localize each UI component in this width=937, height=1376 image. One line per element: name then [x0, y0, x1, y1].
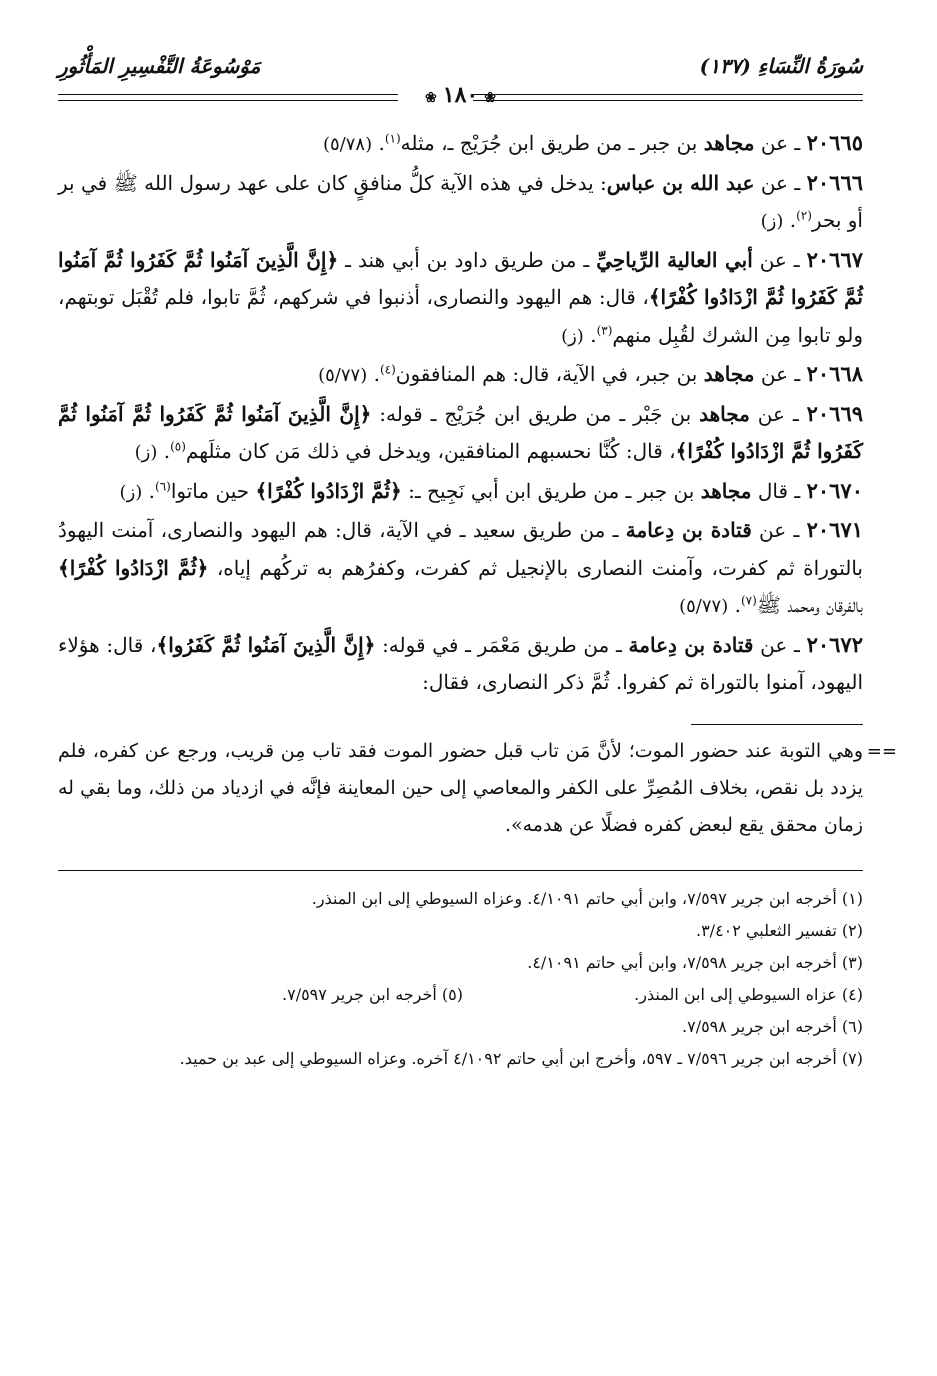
entry-text: ـ من طريق سعيد ـ في الآية، قال: هم اليهود والنصارى، آمنت اليهودُ بالتوراة ثم كفرت، وآمنت النصارى بالإنجيل ثم كفرت، وكفرُهم به تركُهم إياه،: [58, 518, 863, 580]
ornament-icon: ❀: [425, 90, 437, 106]
entry-text: ـ عن: [749, 401, 799, 426]
entry-text: .: [583, 322, 597, 347]
volume-ref: (٥/٧٧): [318, 365, 368, 386]
entry-text: بن جبر ـ من طريق ابن جُرَيْج ـ، مثله: [400, 131, 704, 155]
quran-verse: ﴿إِنَّ الَّذِينَ آمَنُوا ثُمَّ كَفَرُوا﴾: [156, 632, 376, 657]
entry-text: ـ عن: [751, 518, 800, 542]
entry: [58, 511, 863, 626]
entry-text: .: [142, 478, 156, 503]
narrator-name: قتادة بن دِعامة: [625, 518, 752, 542]
book-title: مَوْسُوعَةُ التَّفْسِيرِ المَأْثُورِ: [58, 54, 261, 78]
entry-number: ٢٠٦٧٠: [806, 477, 863, 503]
quran-verse: ﴿إِنَّ الَّذِينَ آمَنُوا ثُمَّ كَفَرُوا ثُمَّ آمَنُوا ثُمَّ كَفَرُوا ثُمَّ ازْدَادُوا كُفْرًا﴾: [58, 247, 863, 309]
ornament-icon: ❀: [484, 90, 496, 106]
entry-text: ـ عن: [754, 362, 801, 386]
quran-verse: ﴿إِنَّ الَّذِينَ آمَنُوا ثُمَّ كَفَرُوا ثُمَّ آمَنُوا ثُمَّ كَفَرُوا ثُمَّ ازْدَادُوا كُفْرًا﴾: [58, 401, 863, 463]
entry-text: ، قال: هؤلاء اليهود، آمنوا بالتوراة ثم كفروا. ثُمَّ ذكر النصارى، فقال:: [58, 632, 863, 694]
entry-number: ٢٠٦٦٧: [806, 246, 864, 272]
footnote-row: [58, 979, 863, 1011]
footnote-7: (٧) أخرجه ابن جرير ٧/٥٩٦ ـ ٥٩٧، وأخرج ابن أبي حاتم ٤/١٠٩٢ آخره. وعزاه السيوطي إلى عبد بن حميد.: [179, 1048, 863, 1068]
entry-text: : يدخل في هذه الآية كلُّ منافقٍ كان على عهد رسول الله ﷺ في بر أو بحر: [58, 170, 863, 232]
footnote-2: (٢) تفسير الثعلبي ٣/٤٠٢.: [695, 920, 863, 940]
entry-text: ـ من طريق داود بن أبي هند ـ: [338, 247, 597, 272]
entry-number: ٢٠٦٦٩: [806, 400, 864, 426]
entry-text: بالفرقان ومحمد ﷺ: [756, 593, 863, 617]
entry-text: .: [783, 208, 797, 232]
entry-text: ـ قال: [751, 478, 801, 503]
entry: [58, 124, 863, 164]
volume-ref: (ز): [119, 481, 143, 503]
narrator-name: مجاهد: [699, 401, 750, 426]
quran-verse: ﴿ثُمَّ ازْدَادُوا كُفْرًا﴾: [58, 555, 209, 580]
entry-text: ـ عن: [752, 247, 800, 272]
footnote-ref[interactable]: (٤): [379, 362, 396, 377]
surah-title: سُورَةُ النِّسَاءِ (١٣٧): [699, 54, 863, 78]
page-number-value: ١٨٠: [442, 82, 479, 108]
footnotes-rule: [58, 870, 863, 871]
entry-text: ، قال: كُنَّا نحسبهم المنافقين، ويدخل في ذلك مَن كان مثلَهم: [185, 439, 676, 463]
footnote-ref[interactable]: (٦): [155, 478, 171, 493]
footnotes: [58, 883, 863, 1075]
volume-ref: (ز): [760, 211, 784, 232]
entry-text: .: [728, 593, 741, 617]
volume-ref: (٥/٧٨): [322, 134, 373, 155]
footnote-1: (١) أخرجه ابن جرير ٧/٥٩٧، وابن أبي حاتم ٤/١٠٩١. وعزاه السيوطي إلى ابن المنذر.: [311, 888, 863, 908]
narrator-name: قتادة بن دِعامة: [628, 632, 754, 657]
entry: [58, 472, 863, 512]
entry-text: حين ماتوا: [170, 478, 256, 503]
entry-text: .: [157, 439, 171, 463]
entry-text: بن جَبْر ـ من طريق ابن جُرَيْج ـ قوله:: [371, 401, 700, 426]
entry-text: ـ عن: [754, 131, 801, 155]
entry-text: .: [367, 362, 380, 386]
continued-footnote: [58, 733, 897, 844]
footnote-ref[interactable]: (٢): [796, 208, 812, 223]
footnote-6: (٦) أخرجه ابن جرير ٧/٥٩٨.: [682, 1016, 863, 1036]
entry-text: بن جبر، في الآية، قال: هم المنافقون: [395, 362, 704, 386]
entry-text: ـ من طريق مَعْمَر ـ في قوله:: [375, 632, 629, 657]
narrator-name: مجاهد: [703, 131, 755, 155]
footnote-ref[interactable]: (٣): [596, 322, 613, 337]
footnote-ref[interactable]: (٥): [170, 439, 186, 454]
footnote-ref[interactable]: (٧): [740, 593, 757, 608]
entry: [58, 395, 863, 472]
entry-number: ٢٠٦٦٥: [806, 130, 863, 155]
entry-number: ٢٠٦٧١: [806, 517, 864, 542]
footnote-ref[interactable]: (١): [384, 131, 401, 146]
footnote-3: (٣) أخرجه ابن جرير ٧/٥٩٨، وابن أبي حاتم ٤/١٠٩١.: [527, 952, 863, 972]
entry-number: ٢٠٦٦٦: [806, 169, 864, 195]
narrator-name: مجاهد: [703, 362, 755, 386]
entry-text: ـ عن: [753, 632, 800, 657]
quran-verse: ﴿ثُمَّ ازْدَادُوا كُفْرًا﴾: [255, 478, 402, 503]
footnote-separator: [691, 724, 863, 725]
continued-footnote-text: وهي التوبة عند حضور الموت؛ لأنَّ مَن تاب قبل حضور الموت فقد تاب مِن قريب، ورجع عن كفره، فلم يزدد بل نقص، بخلاف المُصِرِّ على الكفر والمعاصي إلى حين المعاينة فإنَّه في ازدياد من ذلك، وما بقي له زمان محقق يقع لبعض كفره فضلًا عن هدمه».: [58, 739, 863, 836]
entry: [58, 164, 863, 241]
page-number: [58, 82, 863, 108]
entry-text: ـ عن: [754, 170, 801, 195]
entry: [58, 355, 863, 395]
volume-ref: (ز): [134, 442, 158, 463]
page: [58, 48, 897, 1075]
entry-number: ٢٠٦٦٨: [806, 361, 863, 386]
entry: [58, 626, 863, 702]
page-header: [58, 48, 863, 108]
entry-number: ٢٠٦٧٢: [806, 631, 863, 657]
entry: [58, 241, 863, 356]
volume-ref: (٥/٧٧): [679, 596, 729, 617]
entry-text: ، قال: هم اليهود والنصارى، أذنبوا في شركهم، ثُمَّ تابوا، فلم تُقْبَل توبتهم، ولو تابوا مِن الشرك لقُبِل منهم: [58, 285, 863, 347]
entry-text: بن جبر ـ من طريق ابن أبي نَجِيح ـ:: [401, 478, 701, 503]
narrator-name: مجاهد: [700, 478, 752, 503]
main-text: [58, 124, 863, 702]
continuation-marker: ==: [866, 740, 897, 762]
entry-text: .: [372, 131, 385, 155]
footnote-4: (٤) عزاه السيوطي إلى ابن المنذر.: [634, 984, 863, 1004]
volume-ref: (ز): [561, 325, 584, 347]
footnote-5: (٥) أخرجه ابن جرير ٧/٥٩٧.: [282, 984, 463, 1004]
narrator-name: عبد الله بن عباس: [606, 170, 755, 195]
narrator-name: أبي العالية الرِّياحِيِّ: [596, 247, 753, 272]
